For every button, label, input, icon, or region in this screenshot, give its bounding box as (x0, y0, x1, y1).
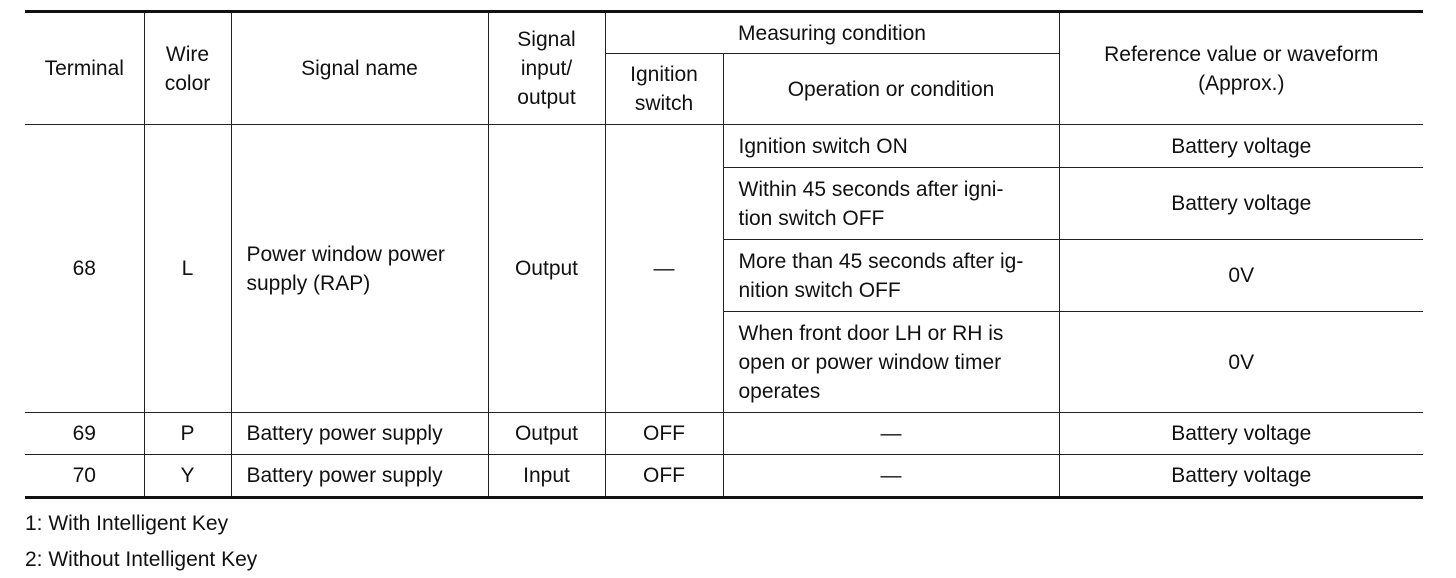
footnotes (25, 506, 257, 578)
wire-color: Y (144, 455, 231, 498)
signal-name: Power window power supply (RAP) (231, 125, 488, 413)
header-reference: Reference value or waveform (Approx.) (1059, 12, 1423, 125)
header-ignition-switch: Ignition switch (605, 54, 723, 125)
header-wire-color: Wire color (144, 12, 231, 125)
reference-value: Battery voltage (1059, 455, 1423, 498)
header-measuring-condition: Measuring condition (605, 12, 1059, 54)
operation-condition: — (723, 413, 1059, 455)
terminal-number: 68 (25, 125, 144, 413)
footnote: 1: With Intelligent Key (25, 512, 229, 535)
ignition-switch-state: OFF (605, 455, 723, 498)
reference-value: Battery voltage (1059, 168, 1423, 240)
signal-name: Battery power supply (231, 413, 488, 455)
reference-value: 0V (1059, 312, 1423, 413)
terminal-number: 70 (25, 455, 144, 498)
header-signal-io: Signal input/ output (488, 12, 605, 125)
signal-name: Battery power supply (231, 455, 488, 498)
header-operation: Operation or condition (723, 54, 1059, 125)
signal-io: Output (488, 413, 605, 455)
reference-value: 0V (1059, 240, 1423, 312)
operation-condition: Within 45 seconds after igni- tion switch OFF (723, 168, 1059, 240)
terminal-reference-table (25, 10, 1423, 499)
operation-condition: When front door LH or RH is open or power window timer operates (723, 312, 1059, 413)
reference-value: Battery voltage (1059, 413, 1423, 455)
header-terminal: Terminal (25, 12, 144, 125)
terminal-number: 69 (25, 413, 144, 455)
operation-condition: More than 45 seconds after ig- nition switch OFF (723, 240, 1059, 312)
operation-condition: — (723, 455, 1059, 498)
table-row (25, 125, 1423, 168)
table-row (25, 455, 1423, 498)
wire-color: L (144, 125, 231, 413)
header-signal-name: Signal name (231, 12, 488, 125)
reference-value: Battery voltage (1059, 125, 1423, 168)
wire-color: P (144, 413, 231, 455)
signal-io: Input (488, 455, 605, 498)
ignition-switch-state: OFF (605, 413, 723, 455)
ignition-switch-state: — (605, 125, 723, 413)
operation-condition: Ignition switch ON (723, 125, 1059, 168)
signal-io: Output (488, 125, 605, 413)
table-row (25, 413, 1423, 455)
footnote: 2: Without Intelligent Key (25, 548, 258, 571)
